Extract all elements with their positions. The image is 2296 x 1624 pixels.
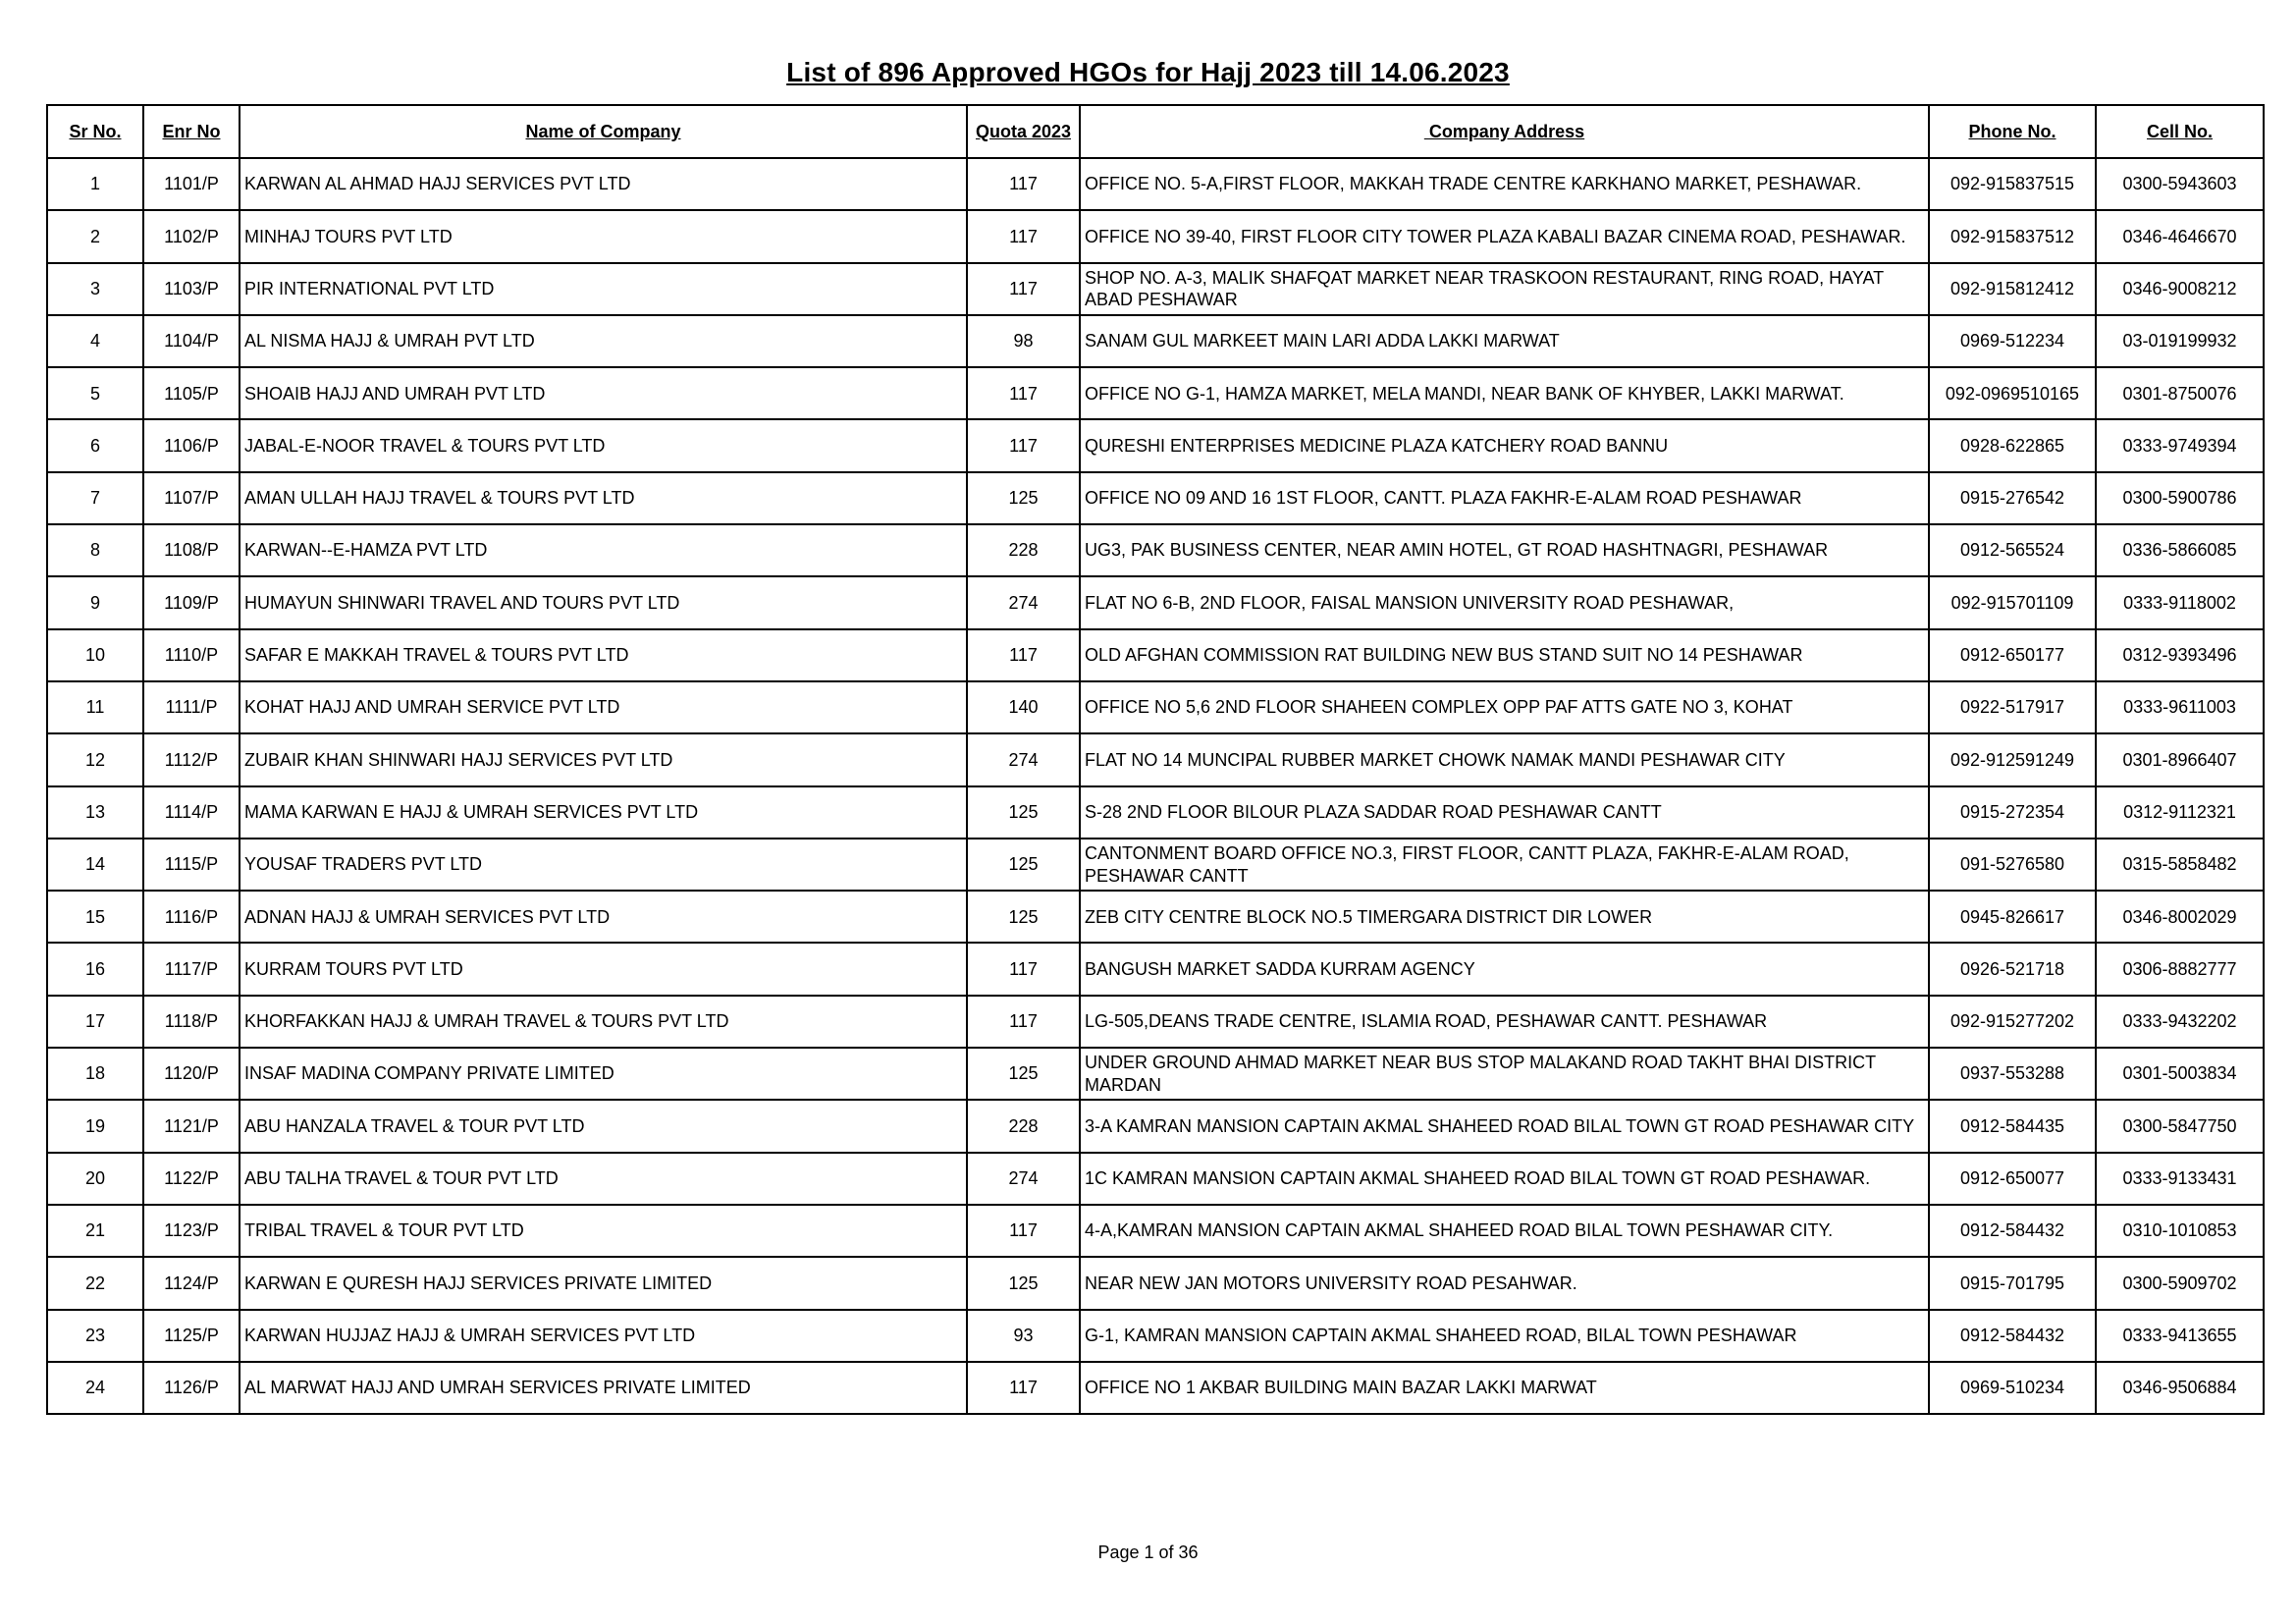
cell-quota: 274 [967,1153,1080,1205]
cell-address: OFFICE NO. 5-A,FIRST FLOOR, MAKKAH TRADE CENTRE KARKHANO MARKET, PESHAWAR. [1080,158,1929,210]
cell-company-name: MAMA KARWAN E HAJJ & UMRAH SERVICES PVT LTD [240,786,967,839]
cell-company-name: KOHAT HAJJ AND UMRAH SERVICE PVT LTD [240,681,967,733]
cell-company-name: PIR INTERNATIONAL PVT LTD [240,263,967,315]
cell-address: OFFICE NO 1 AKBAR BUILDING MAIN BAZAR LAKKI MARWAT [1080,1362,1929,1414]
table-row [47,210,2264,262]
cell-mobile: 0333-9749394 [2096,419,2264,471]
cell-address: SHOP NO. A-3, MALIK SHAFQAT MARKET NEAR TRASKOON RESTAURANT, RING ROAD, HAYAT ABAD PESHAWAR [1080,263,1929,315]
header-address: Company Address [1080,105,1929,158]
cell-quota: 125 [967,891,1080,943]
cell-phone: 0937-553288 [1929,1048,2096,1100]
cell-sr-no: 20 [47,1153,143,1205]
header-enr-no: Enr No [143,105,240,158]
cell-mobile: 0336-5866085 [2096,524,2264,576]
cell-address: FLAT NO 6-B, 2ND FLOOR, FAISAL MANSION UNIVERSITY ROAD PESHAWAR, [1080,576,1929,628]
cell-sr-no: 24 [47,1362,143,1414]
cell-enr-no: 1116/P [143,891,240,943]
cell-enr-no: 1125/P [143,1310,240,1362]
cell-company-name: HUMAYUN SHINWARI TRAVEL AND TOURS PVT LTD [240,576,967,628]
cell-quota: 98 [967,315,1080,367]
cell-enr-no: 1112/P [143,733,240,785]
table-row [47,1257,2264,1309]
cell-address: OLD AFGHAN COMMISSION RAT BUILDING NEW BUS STAND SUIT NO 14 PESHAWAR [1080,629,1929,681]
cell-quota: 228 [967,524,1080,576]
cell-phone: 0969-510234 [1929,1362,2096,1414]
cell-sr-no: 9 [47,576,143,628]
cell-mobile: 0300-5943603 [2096,158,2264,210]
cell-phone: 092-912591249 [1929,733,2096,785]
table-row [47,996,2264,1048]
cell-company-name: AL MARWAT HAJJ AND UMRAH SERVICES PRIVATE LIMITED [240,1362,967,1414]
cell-company-name: KARWAN AL AHMAD HAJJ SERVICES PVT LTD [240,158,967,210]
header-cell: Cell No. [2096,105,2264,158]
cell-company-name: TRIBAL TRAVEL & TOUR PVT LTD [240,1205,967,1257]
cell-address: BANGUSH MARKET SADDA KURRAM AGENCY [1080,943,1929,995]
cell-address: SANAM GUL MARKEET MAIN LARI ADDA LAKKI MARWAT [1080,315,1929,367]
cell-company-name: KARWAN E QURESH HAJJ SERVICES PRIVATE LIMITED [240,1257,967,1309]
cell-address: OFFICE NO G-1, HAMZA MARKET, MELA MANDI, NEAR BANK OF KHYBER, LAKKI MARWAT. [1080,367,1929,419]
cell-sr-no: 23 [47,1310,143,1362]
cell-sr-no: 4 [47,315,143,367]
cell-sr-no: 8 [47,524,143,576]
cell-mobile: 0315-5858482 [2096,839,2264,891]
table-row [47,1205,2264,1257]
cell-address: 4-A,KAMRAN MANSION CAPTAIN AKMAL SHAHEED ROAD BILAL TOWN PESHAWAR CITY. [1080,1205,1929,1257]
cell-quota: 125 [967,839,1080,891]
table-row [47,315,2264,367]
cell-company-name: JABAL-E-NOOR TRAVEL & TOURS PVT LTD [240,419,967,471]
cell-mobile: 0301-5003834 [2096,1048,2264,1100]
table-row [47,1048,2264,1100]
cell-mobile: 0333-9118002 [2096,576,2264,628]
cell-quota: 125 [967,472,1080,524]
cell-sr-no: 16 [47,943,143,995]
cell-phone: 092-915812412 [1929,263,2096,315]
cell-quota: 93 [967,1310,1080,1362]
cell-enr-no: 1123/P [143,1205,240,1257]
cell-phone: 0915-701795 [1929,1257,2096,1309]
cell-company-name: ZUBAIR KHAN SHINWARI HAJJ SERVICES PVT LTD [240,733,967,785]
cell-phone: 0928-622865 [1929,419,2096,471]
cell-company-name: KARWAN HUJJAZ HAJJ & UMRAH SERVICES PVT LTD [240,1310,967,1362]
cell-sr-no: 12 [47,733,143,785]
cell-address: ZEB CITY CENTRE BLOCK NO.5 TIMERGARA DISTRICT DIR LOWER [1080,891,1929,943]
cell-enr-no: 1115/P [143,839,240,891]
cell-address: CANTONMENT BOARD OFFICE NO.3, FIRST FLOOR, CANTT PLAZA, FAKHR-E-ALAM ROAD, PESHAWAR CANTT [1080,839,1929,891]
cell-quota: 117 [967,1362,1080,1414]
cell-sr-no: 3 [47,263,143,315]
cell-phone: 092-915277202 [1929,996,2096,1048]
cell-phone: 0912-584432 [1929,1310,2096,1362]
cell-mobile: 0300-5847750 [2096,1100,2264,1152]
cell-sr-no: 18 [47,1048,143,1100]
cell-address: FLAT NO 14 MUNCIPAL RUBBER MARKET CHOWK NAMAK MANDI PESHAWAR CITY [1080,733,1929,785]
table-row [47,786,2264,839]
cell-address: G-1, KAMRAN MANSION CAPTAIN AKMAL SHAHEED ROAD, BILAL TOWN PESHAWAR [1080,1310,1929,1362]
header-quota: Quota 2023 [967,105,1080,158]
cell-quota: 117 [967,996,1080,1048]
cell-mobile: 0346-8002029 [2096,891,2264,943]
cell-enr-no: 1105/P [143,367,240,419]
cell-sr-no: 1 [47,158,143,210]
cell-address: NEAR NEW JAN MOTORS UNIVERSITY ROAD PESAHWAR. [1080,1257,1929,1309]
cell-sr-no: 7 [47,472,143,524]
cell-sr-no: 19 [47,1100,143,1152]
cell-address: OFFICE NO 5,6 2ND FLOOR SHAHEEN COMPLEX OPP PAF ATTS GATE NO 3, KOHAT [1080,681,1929,733]
cell-enr-no: 1121/P [143,1100,240,1152]
cell-quota: 140 [967,681,1080,733]
cell-company-name: AMAN ULLAH HAJJ TRAVEL & TOURS PVT LTD [240,472,967,524]
cell-enr-no: 1111/P [143,681,240,733]
table-row [47,367,2264,419]
table-row [47,681,2264,733]
cell-enr-no: 1122/P [143,1153,240,1205]
cell-sr-no: 11 [47,681,143,733]
cell-mobile: 0333-9413655 [2096,1310,2264,1362]
cell-quota: 117 [967,210,1080,262]
cell-phone: 0912-650077 [1929,1153,2096,1205]
cell-sr-no: 15 [47,891,143,943]
cell-sr-no: 14 [47,839,143,891]
cell-enr-no: 1118/P [143,996,240,1048]
cell-company-name: ABU TALHA TRAVEL & TOUR PVT LTD [240,1153,967,1205]
table-row [47,1362,2264,1414]
cell-phone: 0969-512234 [1929,315,2096,367]
cell-phone: 091-5276580 [1929,839,2096,891]
cell-enr-no: 1110/P [143,629,240,681]
cell-mobile: 0333-9432202 [2096,996,2264,1048]
cell-phone: 0912-584432 [1929,1205,2096,1257]
cell-enr-no: 1102/P [143,210,240,262]
header-phone: Phone No. [1929,105,2096,158]
cell-address: S-28 2ND FLOOR BILOUR PLAZA SADDAR ROAD PESHAWAR CANTT [1080,786,1929,839]
cell-quota: 117 [967,1205,1080,1257]
cell-enr-no: 1104/P [143,315,240,367]
cell-company-name: KHORFAKKAN HAJJ & UMRAH TRAVEL & TOURS PVT LTD [240,996,967,1048]
cell-mobile: 0312-9393496 [2096,629,2264,681]
cell-phone: 092-915701109 [1929,576,2096,628]
cell-company-name: ABU HANZALA TRAVEL & TOUR PVT LTD [240,1100,967,1152]
cell-quota: 125 [967,1257,1080,1309]
cell-company-name: KARWAN--E-HAMZA PVT LTD [240,524,967,576]
cell-sr-no: 2 [47,210,143,262]
cell-mobile: 0301-8750076 [2096,367,2264,419]
cell-enr-no: 1101/P [143,158,240,210]
table-row [47,1100,2264,1152]
cell-address: OFFICE NO 39-40, FIRST FLOOR CITY TOWER PLAZA KABALI BAZAR CINEMA ROAD, PESHAWAR. [1080,210,1929,262]
cell-company-name: YOUSAF TRADERS PVT LTD [240,839,967,891]
table-row [47,839,2264,891]
cell-enr-no: 1117/P [143,943,240,995]
cell-quota: 117 [967,419,1080,471]
table-row [47,733,2264,785]
cell-phone: 092-915837512 [1929,210,2096,262]
cell-mobile: 03-019199932 [2096,315,2264,367]
table-row [47,1310,2264,1362]
header-sr-no: Sr No. [47,105,143,158]
table-row [47,524,2264,576]
cell-sr-no: 17 [47,996,143,1048]
table-row [47,472,2264,524]
cell-mobile: 0310-1010853 [2096,1205,2264,1257]
table-row [47,943,2264,995]
cell-mobile: 0346-4646670 [2096,210,2264,262]
cell-quota: 125 [967,786,1080,839]
cell-address: UG3, PAK BUSINESS CENTER, NEAR AMIN HOTEL, GT ROAD HASHTNAGRI, PESHAWAR [1080,524,1929,576]
cell-mobile: 0333-9133431 [2096,1153,2264,1205]
cell-quota: 117 [967,263,1080,315]
cell-quota: 274 [967,576,1080,628]
cell-mobile: 0346-9506884 [2096,1362,2264,1414]
table-row [47,1153,2264,1205]
cell-company-name: SAFAR E MAKKAH TRAVEL & TOURS PVT LTD [240,629,967,681]
cell-phone: 0912-650177 [1929,629,2096,681]
cell-quota: 228 [967,1100,1080,1152]
cell-enr-no: 1120/P [143,1048,240,1100]
table-row [47,419,2264,471]
cell-sr-no: 10 [47,629,143,681]
cell-company-name: ADNAN HAJJ & UMRAH SERVICES PVT LTD [240,891,967,943]
cell-address: 3-A KAMRAN MANSION CAPTAIN AKMAL SHAHEED ROAD BILAL TOWN GT ROAD PESHAWAR CITY [1080,1100,1929,1152]
cell-phone: 092-0969510165 [1929,367,2096,419]
cell-phone: 0915-276542 [1929,472,2096,524]
cell-enr-no: 1114/P [143,786,240,839]
table-row [47,158,2264,210]
header-company-name: Name of Company [240,105,967,158]
cell-mobile: 0306-8882777 [2096,943,2264,995]
table-row [47,891,2264,943]
table-row [47,263,2264,315]
cell-phone: 0945-826617 [1929,891,2096,943]
cell-quota: 274 [967,733,1080,785]
cell-mobile: 0346-9008212 [2096,263,2264,315]
page-number: Page 1 of 36 [1097,1543,1199,1562]
table-row [47,629,2264,681]
table-row [47,576,2264,628]
cell-quota: 117 [967,158,1080,210]
cell-address: OFFICE NO 09 AND 16 1ST FLOOR, CANTT. PLAZA FAKHR-E-ALAM ROAD PESHAWAR [1080,472,1929,524]
cell-phone: 0922-517917 [1929,681,2096,733]
cell-mobile: 0333-9611003 [2096,681,2264,733]
cell-sr-no: 5 [47,367,143,419]
cell-company-name: AL NISMA HAJJ & UMRAH PVT LTD [240,315,967,367]
cell-sr-no: 13 [47,786,143,839]
cell-address: QURESHI ENTERPRISES MEDICINE PLAZA KATCHERY ROAD BANNU [1080,419,1929,471]
cell-quota: 125 [967,1048,1080,1100]
cell-company-name: SHOAIB HAJJ AND UMRAH PVT LTD [240,367,967,419]
cell-enr-no: 1103/P [143,263,240,315]
cell-enr-no: 1108/P [143,524,240,576]
document-title: List of 896 Approved HGOs for Hajj 2023 till 14.06.2023 [786,57,1510,87]
cell-company-name: MINHAJ TOURS PVT LTD [240,210,967,262]
cell-sr-no: 21 [47,1205,143,1257]
cell-quota: 117 [967,367,1080,419]
cell-quota: 117 [967,943,1080,995]
cell-enr-no: 1109/P [143,576,240,628]
cell-enr-no: 1126/P [143,1362,240,1414]
cell-phone: 0926-521718 [1929,943,2096,995]
cell-mobile: 0300-5900786 [2096,472,2264,524]
cell-quota: 117 [967,629,1080,681]
table-header-row [47,105,2264,158]
cell-phone: 0915-272354 [1929,786,2096,839]
cell-company-name: KURRAM TOURS PVT LTD [240,943,967,995]
cell-sr-no: 22 [47,1257,143,1309]
cell-address: LG-505,DEANS TRADE CENTRE, ISLAMIA ROAD, PESHAWAR CANTT. PESHAWAR [1080,996,1929,1048]
cell-phone: 0912-584435 [1929,1100,2096,1152]
cell-mobile: 0300-5909702 [2096,1257,2264,1309]
cell-mobile: 0301-8966407 [2096,733,2264,785]
cell-phone: 0912-565524 [1929,524,2096,576]
cell-enr-no: 1124/P [143,1257,240,1309]
cell-enr-no: 1106/P [143,419,240,471]
hgo-table [46,104,2265,1415]
cell-mobile: 0312-9112321 [2096,786,2264,839]
cell-address: 1C KAMRAN MANSION CAPTAIN AKMAL SHAHEED ROAD BILAL TOWN GT ROAD PESHAWAR. [1080,1153,1929,1205]
cell-phone: 092-915837515 [1929,158,2096,210]
cell-sr-no: 6 [47,419,143,471]
cell-address: UNDER GROUND AHMAD MARKET NEAR BUS STOP MALAKAND ROAD TAKHT BHAI DISTRICT MARDAN [1080,1048,1929,1100]
cell-company-name: INSAF MADINA COMPANY PRIVATE LIMITED [240,1048,967,1100]
cell-enr-no: 1107/P [143,472,240,524]
